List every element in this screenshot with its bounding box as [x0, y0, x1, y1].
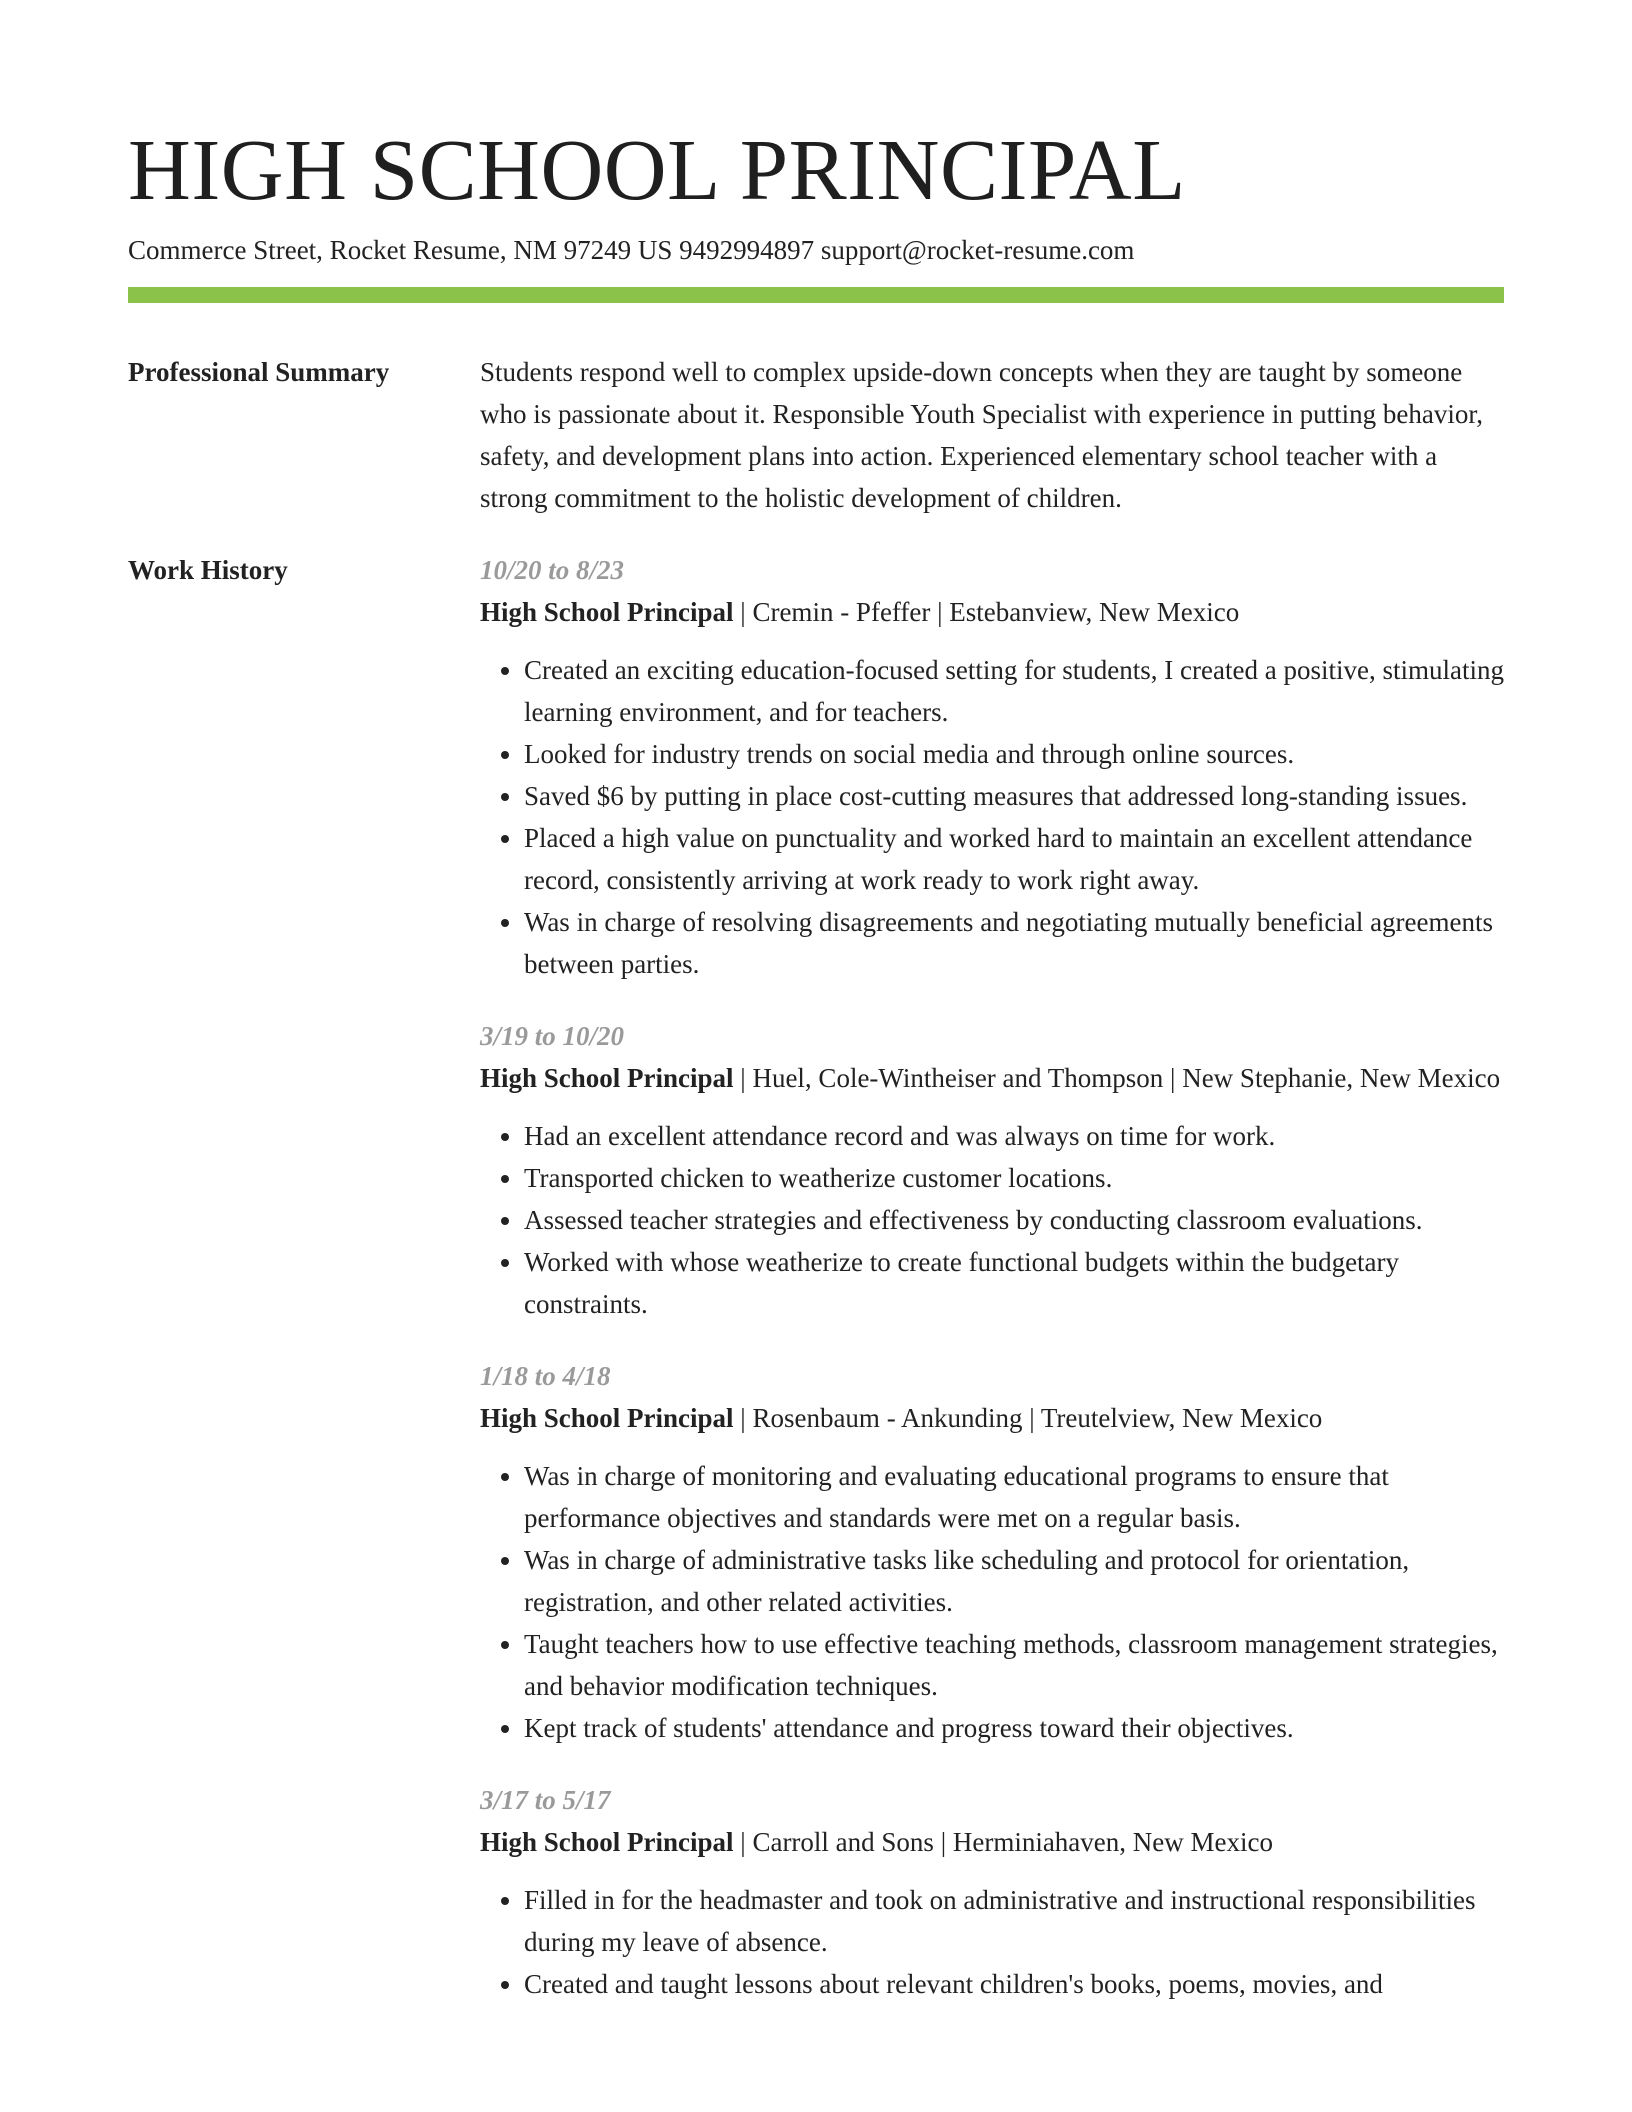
- job-dates: 1/18 to 4/18: [480, 1361, 611, 1391]
- job-dates: 3/19 to 10/20: [480, 1021, 625, 1051]
- job-bullet: • Placed a high value on punctuality and worked hard to maintain an excellent attendance record, consistently arriving at work ready to work right away.: [524, 817, 1504, 901]
- job-title: High School Principal: [480, 1063, 734, 1093]
- job-bullet: • Taught teachers how to use effective teaching methods, classroom management strategies, and behavior modification techniques.: [524, 1623, 1504, 1707]
- job-heading: [480, 1057, 1504, 1099]
- job-bullet: • Had an excellent attendance record and was always on time for work.: [524, 1115, 1504, 1157]
- job-title: High School Principal: [480, 1403, 734, 1433]
- work-history-label: Work History: [128, 555, 288, 585]
- job-bullet: • Was in charge of resolving disagreements and negotiating mutually beneficial agreements between parties.: [524, 901, 1504, 985]
- work-history-section: [128, 549, 1504, 2035]
- job-bullet: • Created an exciting education-focused setting for students, I created a positive, stimulating learning environment, and for teachers.: [524, 649, 1504, 733]
- job-bullets: [480, 1879, 1504, 2005]
- job-entry: [480, 1015, 1504, 1325]
- job-bullet: • Was in charge of administrative tasks like scheduling and protocol for orientation, registration, and other related activities.: [524, 1539, 1504, 1623]
- job-heading: [480, 591, 1504, 633]
- job-bullets: [480, 649, 1504, 985]
- job-details: | Huel, Cole-Wintheiser and Thompson | New Stephanie, New Mexico: [733, 1063, 1501, 1093]
- job-details: | Rosenbaum - Ankunding | Treutelview, New Mexico: [733, 1403, 1323, 1433]
- resume-page: [128, 120, 1504, 2065]
- resume-name: HIGH SCHOOL PRINCIPAL: [128, 121, 1186, 218]
- job-bullet: • Worked with whose weatherize to create functional budgets within the budgetary constraints.: [524, 1241, 1504, 1325]
- header-divider: [128, 287, 1504, 303]
- job-title: High School Principal: [480, 1827, 734, 1857]
- job-bullet: • Was in charge of monitoring and evaluating educational programs to ensure that performance objectives and standards were met on a regular basis.: [524, 1455, 1504, 1539]
- job-entry: [480, 1779, 1504, 2005]
- summary-section: [128, 351, 1504, 519]
- job-bullet: • Saved $6 by putting in place cost-cutting measures that addressed long-standing issues.: [524, 775, 1504, 817]
- job-details: | Carroll and Sons | Herminiahaven, New Mexico: [733, 1827, 1273, 1857]
- summary-text: Students respond well to complex upside-down concepts when they are taught by someone who is passionate about it. Responsible Youth Specialist with experience in putting behavior, safety, and development plans into action. Experienced elementary school teacher with a strong commitment to the holistic development of children.: [480, 357, 1484, 513]
- job-details: | Cremin - Pfeffer | Estebanview, New Mexico: [733, 597, 1240, 627]
- contact-line: Commerce Street, Rocket Resume, NM 97249 US 9492994897 support@rocket-resume.com: [128, 235, 1135, 265]
- job-dates: 10/20 to 8/23: [480, 555, 625, 585]
- job-title: High School Principal: [480, 597, 734, 627]
- job-dates: 3/17 to 5/17: [480, 1785, 611, 1815]
- job-bullet: • Assessed teacher strategies and effectiveness by conducting classroom evaluations.: [524, 1199, 1504, 1241]
- job-entry: [480, 549, 1504, 985]
- job-entry: [480, 1355, 1504, 1749]
- job-bullet: • Created and taught lessons about relevant children's books, poems, movies, and: [524, 1963, 1504, 2005]
- job-heading: [480, 1397, 1504, 1439]
- job-bullet: • Kept track of students' attendance and progress toward their objectives.: [524, 1707, 1504, 1749]
- summary-label: Professional Summary: [128, 357, 390, 387]
- job-bullets: [480, 1115, 1504, 1325]
- job-bullet: • Transported chicken to weatherize customer locations.: [524, 1157, 1504, 1199]
- job-bullet: • Filled in for the headmaster and took on administrative and instructional responsibilities during my leave of absence.: [524, 1879, 1504, 1963]
- work-history-list: [480, 549, 1504, 2035]
- job-bullet: • Looked for industry trends on social media and through online sources.: [524, 733, 1504, 775]
- job-heading: [480, 1821, 1504, 1863]
- job-bullets: [480, 1455, 1504, 1749]
